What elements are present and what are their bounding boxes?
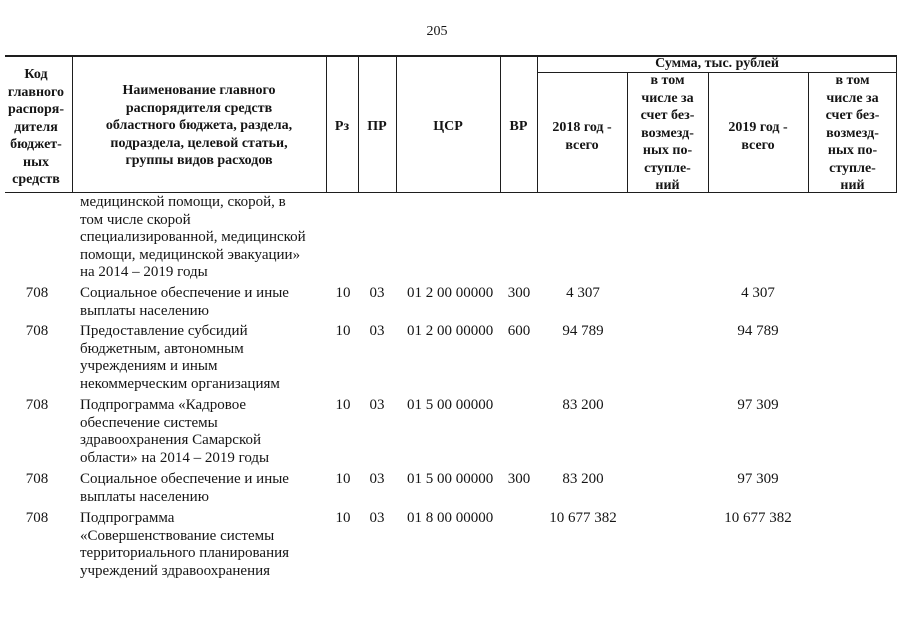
header-code-line: главного <box>7 84 65 100</box>
row-name-line: области» на 2014 – 2019 годы <box>80 449 270 466</box>
row-sum-2018: 94 789 <box>562 323 604 339</box>
row-sum-2018: 10 677 382 <box>549 510 617 526</box>
header-code-line: дителя <box>14 119 58 135</box>
header-2019-line: 2019 год - <box>728 120 788 135</box>
continuation-text <box>80 194 306 282</box>
header-code-line: распоря- <box>7 102 65 117</box>
header-2019-total <box>708 119 808 154</box>
header-2019-free-line: ний <box>840 178 865 193</box>
row-pr: 03 <box>369 323 385 339</box>
header-2019-free-line: в том <box>835 73 870 88</box>
header-2018-line: 2018 год - <box>552 120 612 135</box>
continuation-line: специализированной, медицинской <box>80 229 306 245</box>
continuation-line: том числе скорой <box>80 211 191 228</box>
row-name-line: учреждений здравоохранения <box>80 562 271 579</box>
continuation-line: медицинской помощи, скорой, в <box>80 194 286 210</box>
row-code: 708 <box>25 397 49 413</box>
header-2018-free-line: ных по- <box>642 143 693 158</box>
row-sum-2019: 4 307 <box>741 285 775 301</box>
header-2019-free-line: ных по- <box>827 143 878 158</box>
header-csr: ЦСР <box>433 119 463 134</box>
row-name-line: выплаты населению <box>80 302 209 319</box>
header-2018-total <box>537 119 627 154</box>
row-name <box>80 285 289 320</box>
continuation-line: помощи, медицинской эвакуации» <box>80 246 301 263</box>
row-code: 708 <box>25 323 49 339</box>
header-2018-free-line: счет без- <box>640 108 695 123</box>
row-rz: 10 <box>335 323 351 339</box>
header-2019-free-line: ступле- <box>829 160 876 176</box>
row-sum-2019: 10 677 382 <box>724 510 792 526</box>
continuation-line: на 2014 – 2019 годы <box>80 264 208 280</box>
header-2018-free-line: в том <box>650 73 685 88</box>
row-name-line: Предоставление субсидий <box>80 323 248 339</box>
row-pr: 03 <box>369 397 385 413</box>
row-rz: 10 <box>335 285 351 301</box>
row-name-line: Подпрограмма <box>80 510 175 526</box>
row-pr: 03 <box>369 471 385 487</box>
row-sum-2019: 97 309 <box>737 397 779 413</box>
row-sum-2018: 4 307 <box>566 285 600 301</box>
header-name-line: областного бюджета, раздела, <box>105 118 293 133</box>
row-name-line: здравоохранения Самарской <box>80 432 262 448</box>
row-vr: 600 <box>507 323 531 339</box>
row-name-line: Подпрограмма «Кадровое <box>80 397 247 413</box>
row-code: 708 <box>25 471 49 487</box>
header-2018-free-line: возмезд- <box>641 125 694 141</box>
row-csr: 01 5 00 00000 <box>407 471 494 487</box>
header-name-line: подраздела, целевой статьи, <box>110 135 288 151</box>
row-csr: 01 2 00 00000 <box>407 285 494 301</box>
row-csr: 01 8 00 00000 <box>407 510 494 526</box>
row-vr: 300 <box>507 471 531 487</box>
row-name <box>80 397 269 467</box>
header-pr: ПР <box>367 119 387 134</box>
header-2019-free-line: счет без- <box>825 108 880 123</box>
header-2019-free-line: возмезд- <box>826 125 879 141</box>
row-csr: 01 2 00 00000 <box>407 323 494 339</box>
row-name-line: бюджетным, автономным <box>80 340 244 357</box>
row-name-line: «Совершенствование системы <box>80 527 275 544</box>
row-name <box>80 510 289 580</box>
row-code: 708 <box>25 510 49 526</box>
row-sum-2018: 83 200 <box>562 471 604 487</box>
row-name-line: Социальное обеспечение и иные <box>80 471 289 487</box>
row-rz: 10 <box>335 471 351 487</box>
header-code-line: бюджет- <box>10 137 62 152</box>
row-name <box>80 471 289 506</box>
header-bottom-border <box>5 192 897 193</box>
header-2019-free-line: числе за <box>826 90 879 106</box>
header-name-line: распорядителя средств <box>125 100 273 116</box>
header-code-line: ных <box>23 154 49 170</box>
row-rz: 10 <box>335 397 351 413</box>
row-rz: 10 <box>335 510 351 526</box>
header-2018-free-line: ний <box>655 178 680 193</box>
row-name-line: некоммерческим организациям <box>80 375 280 392</box>
header-code <box>0 66 72 189</box>
header-sum-title: Сумма, тыс. рублей <box>655 56 779 71</box>
header-2019-free-receipts <box>808 72 897 195</box>
row-vr: 300 <box>507 285 531 301</box>
header-2018-free-line: числе за <box>641 90 694 106</box>
row-csr: 01 5 00 00000 <box>407 397 494 413</box>
row-pr: 03 <box>369 510 385 526</box>
header-name-line: Наименование главного <box>122 83 276 98</box>
row-name-line: Социальное обеспечение и иные <box>80 285 289 301</box>
header-vr: ВР <box>509 119 528 134</box>
row-name-line: обеспечение системы <box>80 414 218 431</box>
page-number: 205 <box>426 24 448 39</box>
header-2018-free-line: ступле- <box>644 160 691 176</box>
row-sum-2019: 97 309 <box>737 471 779 487</box>
header-rz: Рз <box>334 119 350 134</box>
row-name-line: учреждениям и иным <box>80 358 218 374</box>
row-name <box>80 323 280 393</box>
header-code-line: Код <box>24 67 48 82</box>
header-2018-line: всего <box>565 137 599 153</box>
header-2019-line: всего <box>741 137 775 153</box>
header-name-line: группы видов расходов <box>125 153 273 168</box>
row-name-line: территориального планирования <box>80 545 290 561</box>
header-code-line: средств <box>12 172 60 187</box>
row-name-line: выплаты населению <box>80 488 209 505</box>
row-code: 708 <box>25 285 49 301</box>
row-sum-2019: 94 789 <box>737 323 779 339</box>
header-name <box>72 82 326 170</box>
row-pr: 03 <box>369 285 385 301</box>
row-sum-2018: 83 200 <box>562 397 604 413</box>
header-2018-free-receipts <box>627 72 708 195</box>
